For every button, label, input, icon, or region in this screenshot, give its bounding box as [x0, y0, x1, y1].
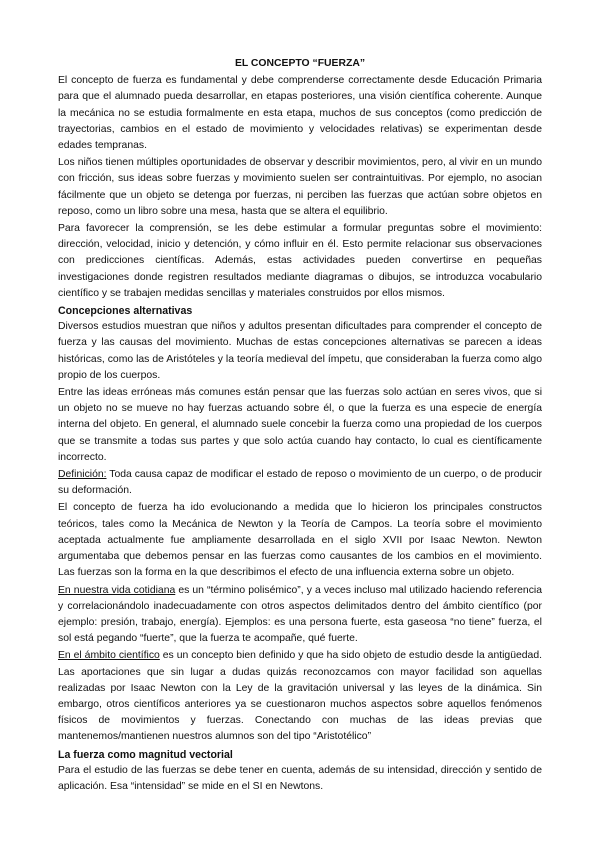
paragraph-ideas-erroneas: Entre las ideas erróneas más comunes están pensar que las fuerzas solo actúan en seres vivos, que si un objeto no se mueve no hay fuerzas actuando sobre él, o que la fuerza es una especie de energía interna del objeto. En general, el alumnado suele concebir la fuerza como una propiedad de los cuerpos que se transmite a todas sus partes y que solo actúa cuando hay contacto, lo cual es científicamente incorrecto.	[58, 387, 542, 463]
paragraph-definicion	[58, 467, 542, 499]
definicion-text: Toda causa capaz de modificar el estado de reposo o movimiento de un cuerpo, o de producir su deformación.	[58, 469, 542, 497]
paragraph-comprension: Para favorecer la comprensión, se les debe estimular a formular preguntas sobre el movimiento: dirección, velocidad, inicio y detención, y cómo influir en él. Esto permite relacionar sus observaciones con predicciones científicas. Además, estas actividades pueden convertirse en pequeñas investigaciones donde registren resultados mediante diagramas o dibujos, se introduzca vocabulario científico y se trabajen medidas sencillas y materiales construidos por ellos mismos.	[58, 223, 542, 299]
page-title: EL CONCEPTO “FUERZA”	[234, 58, 366, 69]
definicion-label: Definición:	[58, 469, 107, 481]
ambito-cientifico-label: En el ámbito científico	[58, 650, 160, 662]
paragraph-vida-cotidiana	[58, 583, 542, 648]
paragraph-ambito-cientifico	[58, 648, 542, 745]
paragraph-intro: El concepto de fuerza es fundamental y debe comprenderse correctamente desde Educación Primaria para que el alumnado pueda desarrollar, en etapas posteriores, una visión científica coherente. Aunque la mecánica no se estudia formalmente en esta etapa, muchos de sus conceptos (como predicción de trayectorias, cambios en el estado de movimiento y velocidades relativas) se experimentan desde edades tempranas.	[58, 75, 542, 152]
heading-magnitud-vectorial: La fuerza como magnitud vectorial	[58, 748, 233, 761]
paragraph-vectorial: Para el estudio de las fuerzas se debe tener en cuenta, además de su intensidad, dirección y sentido de aplicación. Esa “intensidad” se mide en el SI en Newtons.	[58, 764, 542, 792]
vida-cotidiana-text: es un “término polisémico”, y a veces incluso mal utilizado haciendo referencia y correlacionándolo inadecuadamente con otros aspectos delimitados dentro del ámbito científico (por ejemplo: presión, trabajo, energía). Ejemplos: es una persona fuerte, esta gaseosa “no tiene” fuerza, el sol está pegando “fuerte”, que la fuerza te acompañe, qué fuerte.	[58, 584, 542, 645]
paragraph-evolucion: El concepto de fuerza ha ido evolucionando a medida que lo hicieron los principales constructos teóricos, tales como la Mecánica de Newton y la Teoría de Campos. La teoría sobre el movimiento aceptada actualmente fue ampliamente desarrollada en el siglo XVII por Isaac Newton. Newton argumentaba que debemos pensar en las fuerzas como causantes de los cambios en el movimiento. Las fuerzas son la forma en la que describimos el efecto de una influencia externa sobre un objeto.	[58, 502, 542, 579]
ambito-cientifico-text: es un concepto bien definido y que ha sido objeto de estudio desde la antigüedad. Las aportaciones que sin lugar a dudas quizás reconozcamos con mayor facilidad son aquellas realizadas por Isaac Newton con la Ley de la gravitación universal y las leyes de la dinámica. Sin embargo, otros científicos anteriores ya se cuestionaron muchos aspectos sobre aquellos fenómenos físicos de movimientos y fuerzas. Conectando con muchas de las ideas previas que mantenemos/mantienen nuestros alumnos son del tipo “Aristotélico”	[58, 650, 542, 743]
heading-concepciones-alternativas: Concepciones alternativas	[58, 305, 193, 318]
paragraph-ninos: Los niños tienen múltiples oportunidades de observar y describir movimientos, pero, al vivir en un mundo con fricción, sus ideas sobre fuerzas y movimiento suelen ser contraintuitivas. Por ejemplo, no asocian fácilmente que un objeto se detenga por fuerzas, ni perciben las fuerzas que actúan sobre objetos en reposo, como un libro sobre una mesa, hasta que se altera el equilibrio.	[58, 157, 542, 217]
vida-cotidiana-label: En nuestra vida cotidiana	[58, 584, 176, 596]
paragraph-estudios: Diversos estudios muestran que niños y adultos presentan dificultades para comprender el concepto de fuerza y las causas del movimiento. Muchas de estas concepciones alternativas se parecen a ideas históricas, como las de Aristóteles y la teoría medieval del ímpetu, que consideraban la fuerza como algo propio de los cuerpos.	[58, 321, 542, 381]
